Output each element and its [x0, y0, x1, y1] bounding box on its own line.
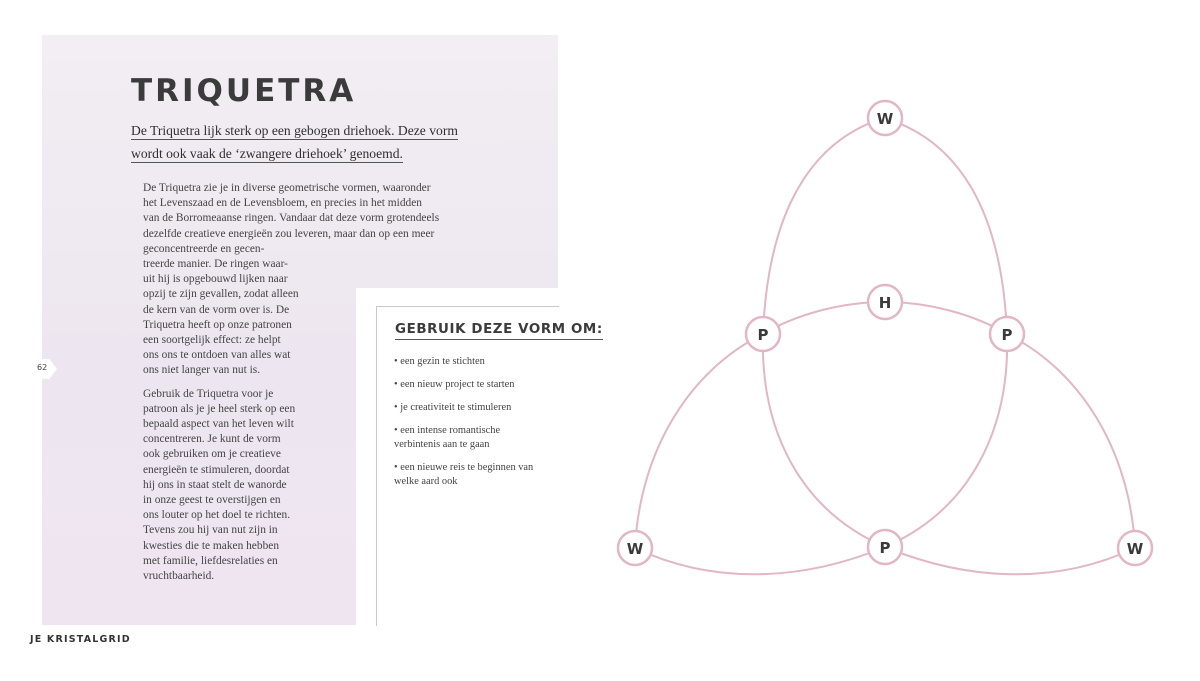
usage-item-line: • een intense romantische	[394, 425, 501, 436]
body-line: een soortgelijk effect: ze helpt	[143, 334, 281, 347]
usage-item-line: • een nieuwe reis te beginnen van	[394, 462, 534, 473]
triquetra-curve	[763, 334, 885, 547]
node-label: W	[626, 540, 644, 558]
body-line: geconcentreerde en gecen-	[143, 242, 265, 255]
body-line: uit hij is opgebouwd lijken naar	[143, 273, 288, 286]
body-line: in onze geest te overstijgen en	[143, 494, 281, 507]
body-line: met familie, liefdesrelaties en	[143, 554, 278, 567]
triquetra-curve	[763, 118, 884, 334]
intro-line: De Triquetra lijk sterk op een gebogen driehoek. Deze vorm	[131, 123, 458, 138]
body-line: hij ons in staat stelt de wanorde	[143, 478, 287, 491]
node-label: W	[1126, 540, 1144, 558]
body-line: patroon als je je heel sterk op een	[143, 402, 296, 415]
node-label: H	[878, 294, 892, 312]
triquetra-curve	[885, 334, 1007, 547]
node-left-p	[746, 317, 780, 351]
usage-item-line: • een nieuw project te starten	[394, 379, 515, 390]
triquetra-curve	[635, 334, 763, 548]
body-line: het Levenszaad en de Levensbloem, en precies in het midden	[143, 197, 422, 210]
body-line: bepaald aspect van het leven wilt	[143, 418, 294, 431]
body-line: de kern van de vorm over is. De	[143, 303, 290, 316]
body-line: energieën te stimuleren, doordat	[143, 463, 290, 476]
node-right-w	[1118, 531, 1152, 565]
triquetra-curve	[1007, 334, 1135, 548]
node-left-w	[618, 531, 652, 565]
usage-item-line: welke aard ook	[394, 476, 458, 487]
body-line: ons louter op het doel te richten.	[143, 509, 291, 522]
body-line: vruchtbaarheid.	[143, 570, 215, 583]
body-line: van de Borromeaanse ringen. Vandaar dat deze vorm grotendeels	[143, 212, 440, 225]
node-label: P	[757, 326, 769, 344]
body-line: kwesties die te maken hebben	[143, 539, 280, 552]
node-top-w	[868, 101, 902, 135]
body-line: ook gebruiken om je creatieve	[143, 448, 281, 461]
running-footer: JE KRISTALGRID	[30, 634, 131, 645]
usage-item-line: verbintenis aan te gaan	[394, 439, 490, 450]
page-number: 62	[37, 363, 48, 372]
triquetra-curve	[635, 547, 885, 574]
node-bottom-p	[868, 530, 902, 564]
body-line: Gebruik de Triquetra voor je	[143, 387, 274, 400]
body-line: concentreren. Je kunt de vorm	[143, 433, 281, 446]
node-right-p	[990, 317, 1024, 351]
body-line: ons ons te ontdoen van alles wat	[143, 349, 291, 362]
usage-title: GEBRUIK DEZE VORM OM:	[395, 322, 603, 340]
node-label: P	[879, 539, 891, 557]
node-label: W	[876, 110, 894, 128]
intro-line: wordt ook vaak de ‘zwangere driehoek’ genoemd.	[131, 145, 403, 161]
body-line: Tevens zou hij van nut zijn in	[143, 524, 278, 537]
body-line: opzij te zijn gevallen, zodat alleen	[143, 288, 299, 301]
usage-item-line: • een gezin te stichten	[394, 356, 485, 367]
body-line: dezelfde creatieve energieën zou leveren, maar dan op een meer	[143, 227, 435, 240]
body-line: Triquetra heeft op onze patronen	[143, 318, 292, 331]
body-line: De Triquetra zie je in diverse geometrische vormen, waaronder	[143, 182, 431, 194]
triquetra-curve	[885, 547, 1135, 574]
body-line: treerde manier. De ringen waar-	[143, 258, 288, 271]
node-center-h	[868, 285, 902, 319]
body-line: ons niet langer van nut is.	[143, 364, 261, 377]
usage-item-line: • je creativiteit te stimuleren	[394, 402, 512, 413]
node-label: P	[1001, 326, 1013, 344]
page-title: TRIQUETRA	[131, 73, 357, 109]
